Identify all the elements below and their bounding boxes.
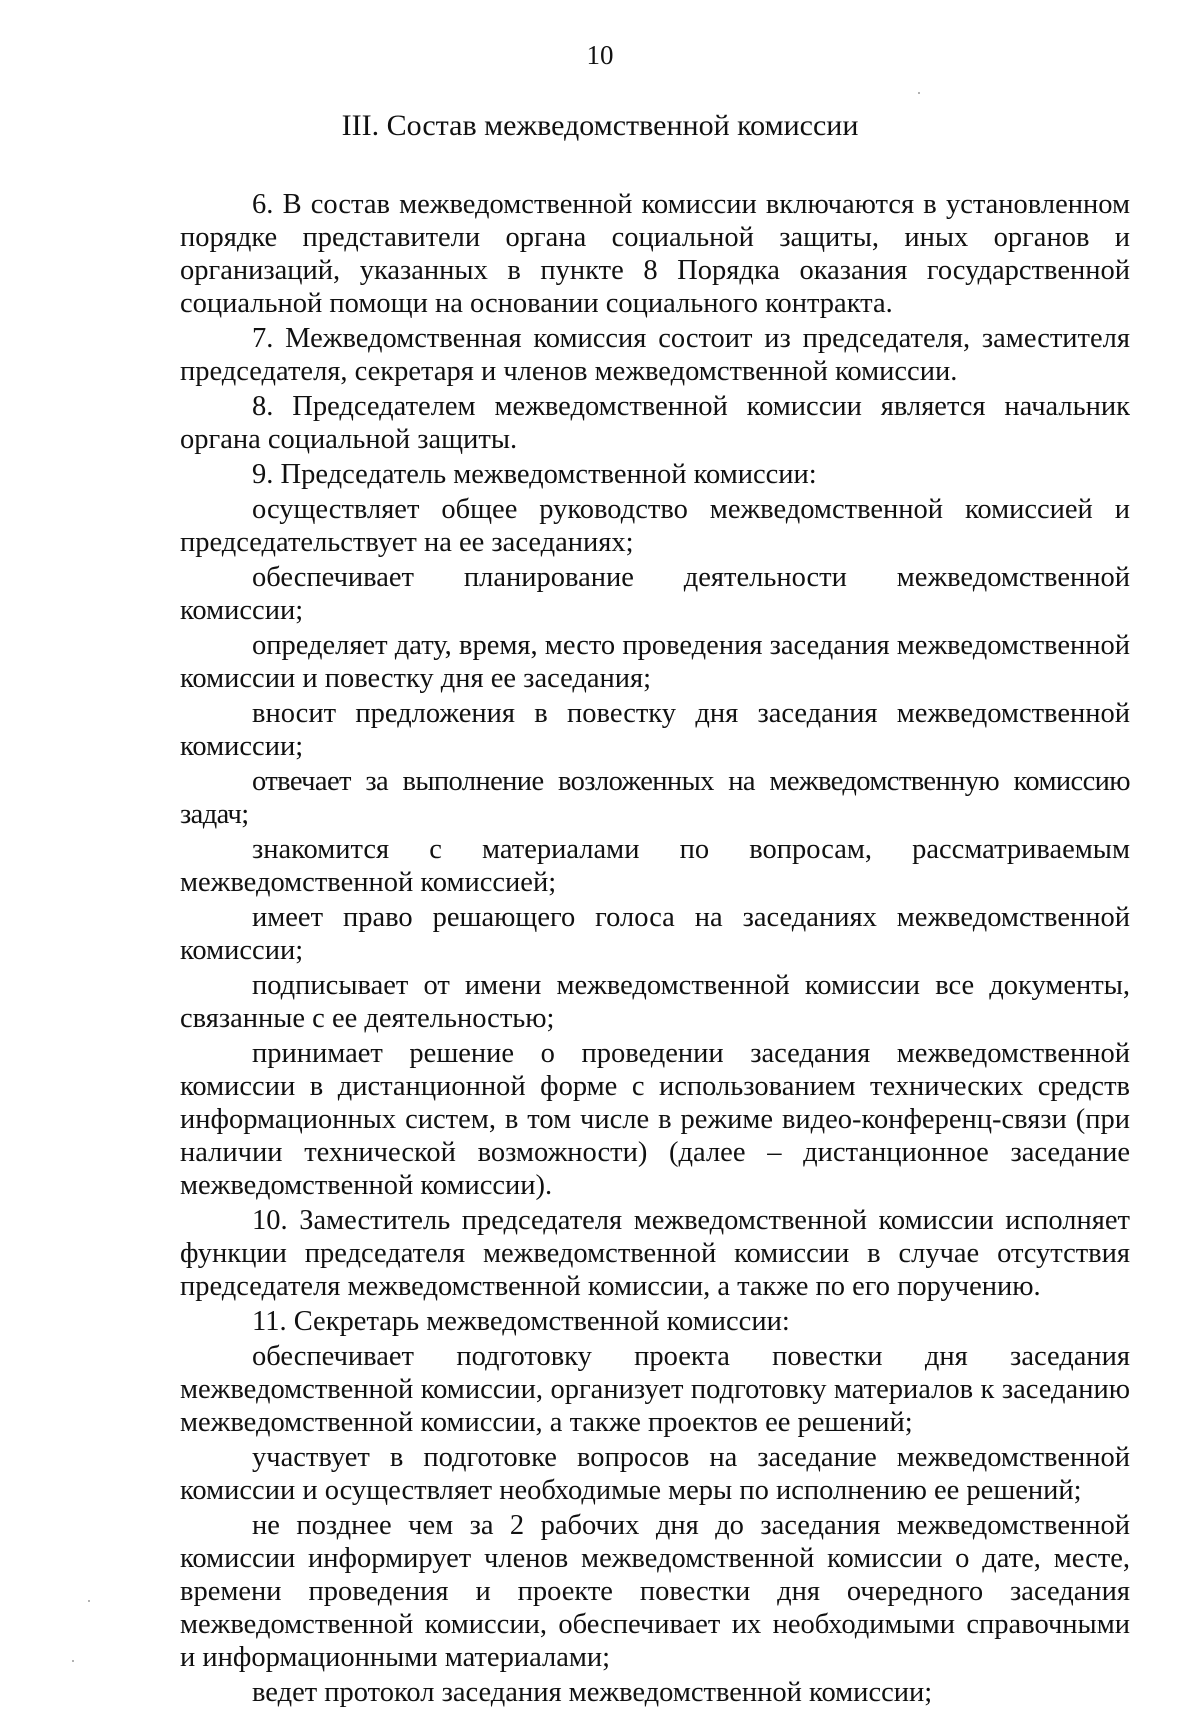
chairman-duty-planning: обеспечивает планирование деятельности межведомственной комиссии; [180,562,1130,626]
scan-speck [72,1660,74,1662]
section-title: III. Состав межведомственной комиссии [341,109,859,142]
secretary-duty-agenda-preparation: обеспечивает подготовку проекта повестки дня заседания межведомственной комиссии, организует подготовку материалов к заседанию межведомственной комиссии, а также проектов ее решений; [180,1341,1130,1438]
chairman-duty-remote-meeting: принимает решение о проведении заседания межведомственной комиссии в дистанционной форме с использованием технических средств информационных систем, в том числе в режиме видео-конференц-связи (при наличии технической возможности) (далее – дистанционное заседание межведомственной комиссии). [180,1038,1130,1201]
page-number: 10 [586,40,614,70]
paragraph-8: 8. Председателем межведомственной комиссии является начальник органа социальной защиты. [180,391,1130,455]
chairman-duty-signs-documents: подписывает от имени межведомственной комиссии все документы, связанные с ее деятельностью; [180,970,1130,1034]
chairman-duty-agenda-proposals: вносит предложения в повестку дня заседания межведомственной комиссии; [180,698,1130,762]
document-body [180,188,1130,1709]
paragraph-11: 11. Секретарь межведомственной комиссии: [252,1306,790,1337]
chairman-duty-general-management: осуществляет общее руководство межведомственной комиссией и председательствует на ее заседаниях; [180,494,1130,558]
paragraph-9: 9. Председатель межведомственной комиссии: [252,459,817,490]
secretary-duty-minutes: ведет протокол заседания межведомственной комиссии; [252,1677,933,1708]
chairman-duty-schedule: определяет дату, время, место проведения заседания межведомственной комиссии и повестку дня ее заседания; [180,630,1130,694]
chairman-duty-deciding-vote: имеет право решающего голоса на заседаниях межведомственной комиссии; [180,902,1130,966]
chairman-duty-review-materials: знакомится с материалами по вопросам, рассматриваемым межведомственной комиссией; [180,834,1130,898]
scan-speck [918,92,920,94]
secretary-duty-questions: участвует в подготовке вопросов на заседание межведомственной комиссии и осуществляет необходимые меры по исполнению ее решений; [180,1442,1130,1506]
paragraph-7: 7. Межведомственная комиссия состоит из председателя, заместителя председателя, секретаря и членов межведомственной комиссии. [180,323,1130,387]
paragraph-10: 10. Заместитель председателя межведомственной комиссии исполняет функции председателя межведомственной комиссии в случае отсутствия председателя межведомственной комиссии, а также по его поручению. [180,1205,1130,1302]
secretary-duty-inform-members: не позднее чем за 2 рабочих дня до заседания межведомственной комиссии информирует членов межведомственной комиссии о дате, месте, времени проведения и проекте повестки дня очередного заседания межведомственной комиссии, обеспечивает их необходимыми справочными и информационными материалами; [180,1510,1130,1673]
chairman-duty-responsibility: отвечает за выполнение возложенных на межведомственную комиссию задач; [180,766,1130,830]
paragraph-6: 6. В состав межведомственной комиссии включаются в установленном порядке представители органа социальной защиты, иных органов и организаций, указанных в пункте 8 Порядка оказания государственной социальной помощи на основании социального контракта. [180,189,1130,319]
scan-speck [88,1600,90,1602]
